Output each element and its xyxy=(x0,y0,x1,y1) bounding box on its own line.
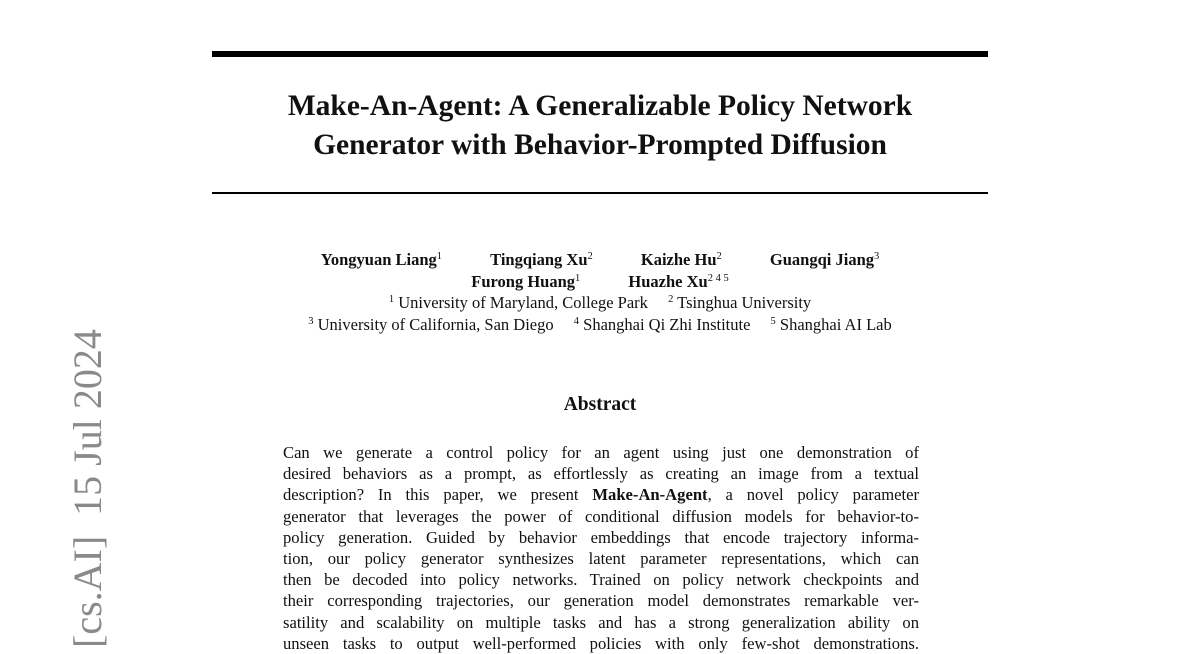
author-name: Huazhe Xu xyxy=(628,271,708,291)
abstract-line: tion, our policy generator synthesizes latent parameter representations, which can xyxy=(283,548,919,568)
author-name: Guangqi Jiang xyxy=(769,250,874,269)
arxiv-category: [cs.AI] xyxy=(65,535,110,648)
author-affiliation-mark: 3 xyxy=(874,251,880,262)
affiliation-row-1 xyxy=(212,292,988,314)
author-affiliation-mark: 2 4 5 xyxy=(707,272,729,284)
abstract-body xyxy=(283,442,919,654)
author-row-1 xyxy=(212,249,988,271)
affiliation-number: 4 xyxy=(573,315,580,327)
affiliation-number: 1 xyxy=(388,294,395,305)
author-block xyxy=(212,249,988,335)
title-line-1: Make-An-Agent: A Generalizable Policy Network xyxy=(287,90,913,122)
author-affiliation-mark: 2 xyxy=(587,251,593,262)
paper-title xyxy=(212,87,988,165)
author-affiliation-mark: 1 xyxy=(575,272,581,284)
affiliation-name: University of California, San Diego xyxy=(317,314,554,334)
top-rule xyxy=(212,51,988,57)
affiliation-name: University of Maryland, College Park xyxy=(398,293,648,312)
author-name: Tingqiang Xu xyxy=(490,250,588,269)
affiliation-row-2 xyxy=(212,314,988,336)
affiliation-name: Tsinghua University xyxy=(677,293,812,312)
affiliation-name: Shanghai Qi Zhi Institute xyxy=(583,314,751,334)
abstract-line: then be decoded into policy networks. Trained on policy network checkpoints and xyxy=(283,570,919,590)
author-row-2 xyxy=(212,271,988,293)
abstract-line: satility and scalability on multiple tasks and has a strong generalization ability on xyxy=(283,612,919,632)
abstract-line: their corresponding trajectories, our generation model demonstrates remarkable ver- xyxy=(283,591,919,611)
affiliation-number: 5 xyxy=(770,315,776,327)
title-line-2: Generator with Behavior-Prompted Diffusion xyxy=(313,129,887,161)
abstract-line: description? In this paper, we present Make-An-Agent, a novel policy parameter xyxy=(283,485,919,505)
author-name: Kaizhe Hu xyxy=(640,250,717,269)
abstract-line: generator that leverages the power of conditional diffusion models for behavior-to- xyxy=(283,506,919,526)
author-affiliation-mark: 2 xyxy=(716,251,722,262)
abstract-line: desired behaviors as a prompt, as effortlessly as creating an image from a textual xyxy=(283,464,919,484)
method-name: Make-An-Agent xyxy=(592,485,708,505)
abstract-heading: Abstract xyxy=(563,394,637,415)
affiliation-number: 3 xyxy=(308,315,314,327)
abstract-line: Can we generate a control policy for an agent using just one demonstration of xyxy=(283,443,919,462)
abstract-line: policy generation. Guided by behavior embeddings that encode trajectory informa- xyxy=(283,527,919,547)
author-name: Furong Huang xyxy=(471,271,576,291)
arxiv-date: 15 Jul 2024 xyxy=(65,329,110,516)
affiliation-number: 2 xyxy=(668,294,674,305)
author-name: Yongyuan Liang xyxy=(320,250,437,269)
abstract-line: unseen tasks to output well-performed policies with only few-shot demonstrations. xyxy=(283,633,919,653)
bottom-rule xyxy=(212,192,988,194)
author-affiliation-mark: 1 xyxy=(436,251,443,262)
arxiv-sidebar-stamp xyxy=(65,329,110,648)
affiliation-name: Shanghai AI Lab xyxy=(779,314,892,334)
